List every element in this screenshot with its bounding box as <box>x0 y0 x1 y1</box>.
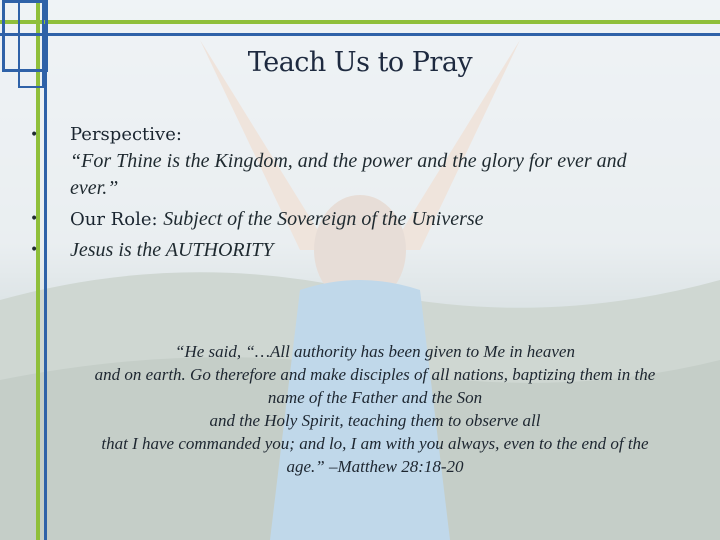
bullet-item <box>30 237 670 264</box>
frame-line <box>0 20 720 24</box>
quote-line: name of the Father and the Son <box>267 388 483 407</box>
bullet-dot-icon: • <box>30 211 39 227</box>
quote-line: and the Holy Spirit, teaching them to observe all <box>209 411 541 430</box>
bullet-body: ever.” <box>70 177 119 199</box>
bullet-dot-icon: • <box>30 242 39 258</box>
bullet-dot-icon: • <box>30 127 39 143</box>
bullet-body: Subject of the Sovereign of the Universe <box>163 208 484 230</box>
quote-line: and on earth. Go therefore and make disciples of all nations, baptizing them in the <box>94 365 656 384</box>
frame-line <box>44 0 47 540</box>
bullet-list <box>30 122 670 268</box>
bullet-lead: Our Role: <box>70 209 158 230</box>
bullet-lead: Perspective: <box>70 124 182 145</box>
slide-title: Teach Us to Pray <box>247 47 473 78</box>
scripture-quote <box>60 340 690 478</box>
quote-line: age.” –Matthew 28:18-20 <box>286 457 464 476</box>
bullet-item <box>30 122 670 202</box>
frame-line <box>0 33 720 36</box>
bullet-body: Jesus is the AUTHORITY <box>70 239 274 261</box>
bullet-item <box>30 206 670 233</box>
quote-line: that I have commanded you; and lo, I am with you always, even to the end of the <box>101 434 649 453</box>
quote-line: “He said, “…All authority has been given to Me in heaven <box>175 342 575 361</box>
bullet-body: “For Thine is the Kingdom, and the power and the glory for ever and <box>70 150 627 172</box>
